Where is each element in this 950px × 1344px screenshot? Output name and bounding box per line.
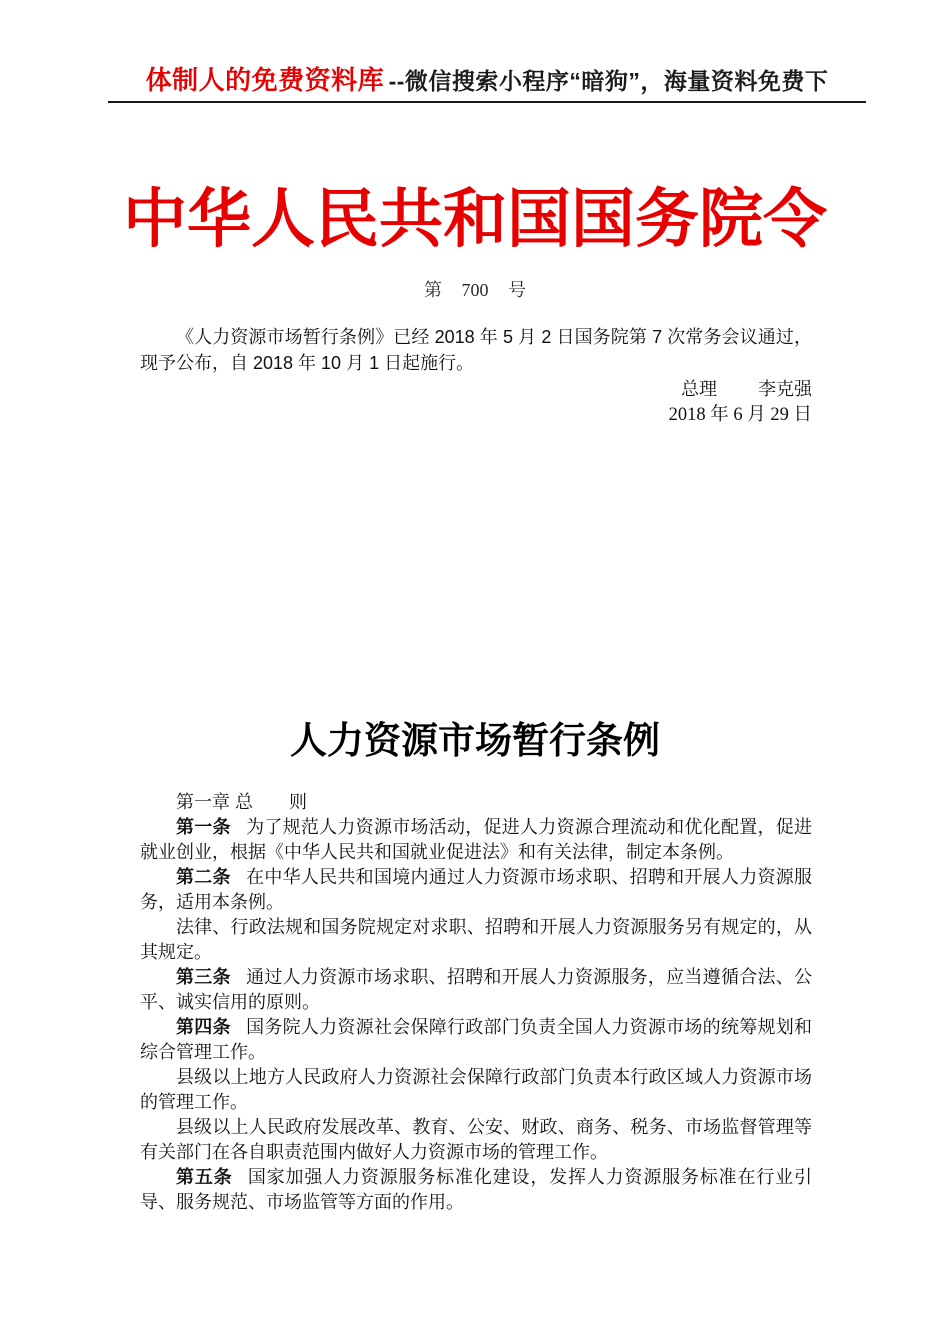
decree-front-matter <box>140 324 812 428</box>
article-text: 县级以上地方人民政府人力资源社会保障行政部门负责本行政区域人力资源市场的管理工作。 <box>140 1067 812 1112</box>
article-label: 第三条 <box>176 967 231 987</box>
article-label: 第二条 <box>176 867 231 887</box>
article-paragraph <box>140 815 812 865</box>
decree-number-prefix: 第 <box>424 280 442 300</box>
decree-number-suffix: 号 <box>508 280 526 300</box>
article-paragraph <box>140 865 812 915</box>
article-label: 第四条 <box>176 1017 231 1037</box>
premier-name: 李克强 <box>758 379 812 399</box>
signature-line <box>140 376 812 402</box>
chapter-heading: 第一章 总 则 <box>176 792 308 812</box>
decree-number-value: 700 <box>461 280 489 300</box>
article-text: 法律、行政法规和国务院规定对求职、招聘和开展人力资源服务另有规定的，从其规定。 <box>140 917 812 962</box>
article-paragraph <box>140 1115 812 1165</box>
article-label: 第一条 <box>176 817 231 837</box>
decree-date: 2018 年 6 月 29 日 <box>668 405 812 425</box>
regulation-title: 人力资源市场暂行条例 <box>290 721 660 762</box>
article-text: 为了规范人力资源市场活动，促进人力资源合理流动和优化配置，促进就业创业，根据《中华人民共和国就业促进法》和有关法律，制定本条例。 <box>140 817 813 862</box>
article-text: 国务院人力资源社会保障行政部门负责全国人力资源市场的统筹规划和综合管理工作。 <box>140 1017 813 1062</box>
decree-title: 中华人民共和国国务院令 <box>123 184 827 255</box>
premier-title: 总理 <box>680 379 717 399</box>
article-paragraph <box>140 1015 812 1065</box>
article-text: 在中华人民共和国境内通过人力资源市场求职、招聘和开展人力资源服务，适用本条例。 <box>140 867 813 912</box>
article-text: 国家加强人力资源服务标准化建设，发挥人力资源服务标准在行业引导、服务规范、市场监管等方面的作用。 <box>140 1167 813 1212</box>
article-label: 第五条 <box>176 1167 233 1187</box>
decree-number-line <box>0 276 950 302</box>
promo-tagline-text: --微信搜索小程序“暗狗”，海量资料免费下 <box>388 68 829 94</box>
article-text: 通过人力资源市场求职、招聘和开展人力资源服务，应当遵循合法、公平、诚实信用的原则。 <box>140 967 813 1012</box>
article-paragraph <box>140 965 812 1015</box>
promo-brand-text: 体制人的免费资料库 <box>145 65 385 95</box>
article-text: 县级以上人民政府发展改革、教育、公安、财政、商务、税务、市场监督管理等有关部门在各自职责范围内做好人力资源市场的管理工作。 <box>140 1117 812 1162</box>
regulation-body <box>140 790 812 1215</box>
promo-banner <box>108 60 866 103</box>
article-paragraph <box>140 915 812 965</box>
announcement-paragraph: 《人力资源市场暂行条例》已经 2018 年 5 月 2 日国务院第 7 次常务会议通过，现予公布，自 2018 年 10 月 1 日起施行。 <box>140 327 812 373</box>
article-paragraph <box>140 1165 812 1215</box>
article-paragraph <box>140 1065 812 1115</box>
